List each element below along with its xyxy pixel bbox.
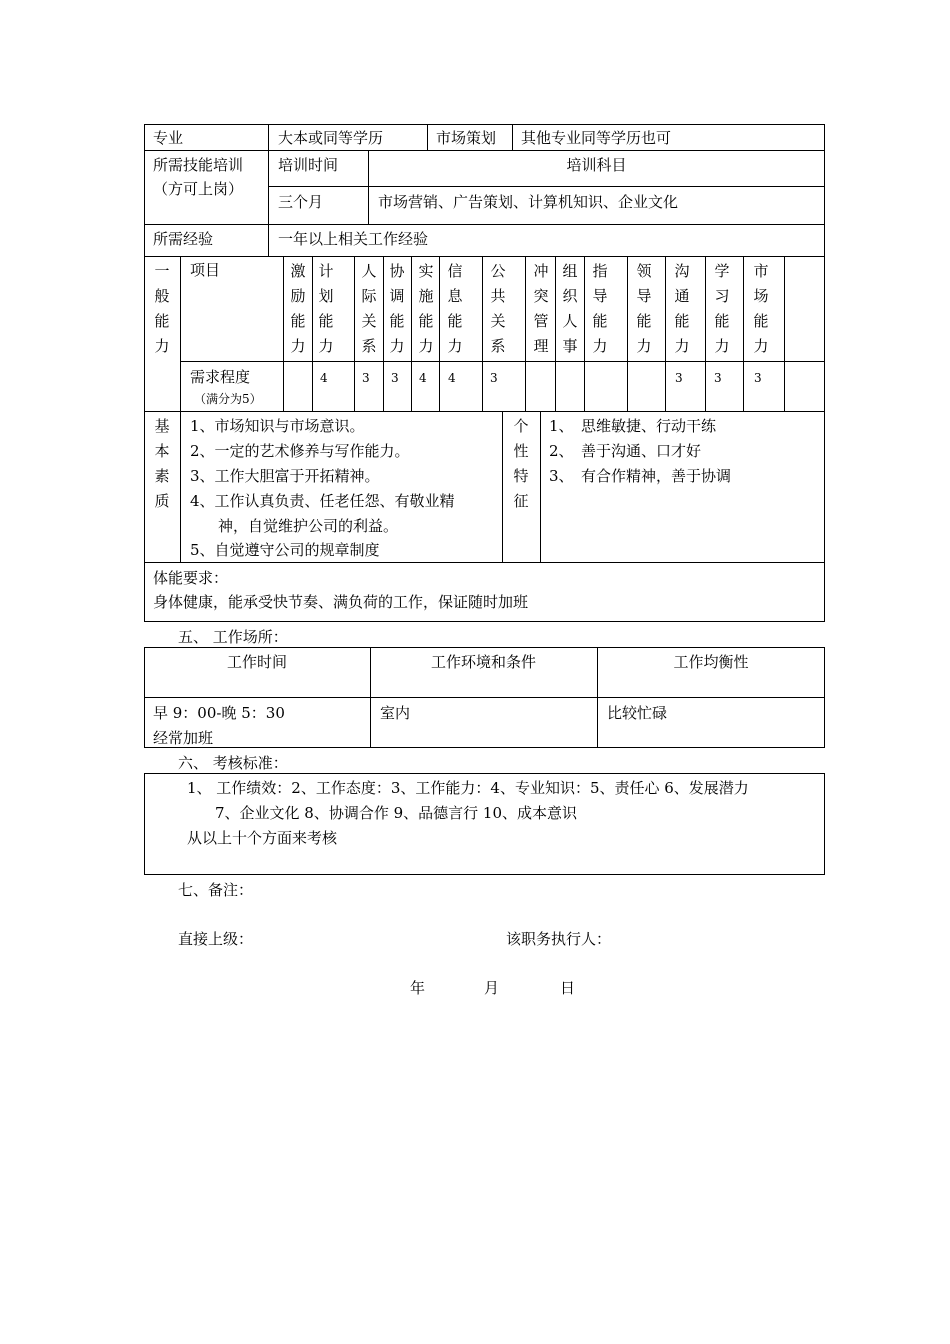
year-label: 年 [410, 979, 426, 997]
personality-label: 个性特征 [513, 417, 529, 510]
table-rule [144, 697, 825, 698]
ability-header: 沟通能力 [674, 262, 690, 355]
ability-header: 激励能力 [290, 262, 306, 355]
work-balance-header: 工作均衡性 [673, 653, 749, 671]
assessment-line: 7、企业文化 8、协调合作 9、品德言行 10、成本意识 [215, 804, 578, 822]
work-time-value: 早 9：00-晚 5：30 [153, 704, 285, 722]
ability-header: 信息能力 [447, 262, 463, 355]
table-rule [584, 256, 585, 411]
assessment-line: 从以上十个方面来考核 [187, 829, 338, 847]
ability-score: 4 [448, 371, 456, 385]
training-subjects-value: 市场营销、广告策划、计算机知识、企业文化 [378, 193, 679, 211]
table-rule [555, 256, 556, 411]
day-label: 日 [560, 979, 576, 997]
basic-quality-item: 4、工作认真负责、任老任怨、有敬业精 [190, 492, 455, 510]
table-rule [354, 256, 355, 411]
ability-header: 人际关系 [361, 262, 377, 355]
table-rule [268, 186, 825, 187]
table-rule [427, 124, 428, 150]
table-rule [144, 224, 825, 225]
major-field: 市场策划 [436, 129, 497, 147]
ability-header: 指导能力 [592, 262, 608, 355]
table-rule [144, 411, 825, 412]
executor-label: 该职务执行人： [506, 930, 612, 948]
section5-title: 五、 工作场所： [178, 628, 288, 646]
demand-note: （满分为5） [194, 392, 262, 406]
basic-quality-item: 2、一定的艺术修养与写作能力。 [190, 442, 410, 460]
table-rule [144, 150, 825, 151]
table-rule [482, 256, 483, 411]
table-rule [312, 256, 313, 411]
major-value: 大本或同等学历 [278, 129, 384, 147]
training-time-value: 三个月 [278, 193, 324, 211]
table-rule [502, 411, 503, 562]
table-rule [411, 256, 412, 411]
table-rule [268, 224, 269, 256]
ability-score: 3 [362, 371, 370, 385]
basic-quality-item: 3、工作大胆富于开拓精神。 [190, 467, 380, 485]
major-label: 专业 [153, 129, 184, 147]
table-rule [180, 361, 825, 362]
table-rule [705, 256, 706, 411]
ability-header: 组织人事 [562, 262, 578, 355]
basic-quality-item: 1、市场知识与市场意识。 [190, 417, 365, 435]
work-balance-value: 比较忙碌 [607, 704, 668, 722]
section6-title: 六、 考核标准： [178, 754, 288, 772]
work-environment-value: 室内 [380, 704, 411, 722]
ability-score: 4 [320, 371, 328, 385]
supervisor-label: 直接上级： [178, 930, 254, 948]
demand-label: 需求程度 [190, 368, 251, 386]
work-environment-header: 工作环境和条件 [430, 653, 536, 671]
table-rule [180, 256, 181, 411]
table-rule [144, 562, 825, 563]
experience-value: 一年以上相关工作经验 [278, 230, 429, 248]
month-label: 月 [484, 979, 500, 997]
table-rule [784, 256, 785, 411]
training-subjects-header: 培训科目 [566, 156, 627, 174]
table-rule [180, 411, 181, 562]
ability-header: 冲突管理 [533, 262, 549, 355]
table-rule [283, 256, 284, 411]
work-time-header: 工作时间 [226, 653, 287, 671]
table-rule [439, 256, 440, 411]
basic-quality-item: 5、自觉遵守公司的规章制度 [190, 541, 380, 559]
ability-score: 3 [490, 371, 498, 385]
ability-score: 3 [754, 371, 762, 385]
table-rule [383, 256, 384, 411]
table-rule [743, 256, 744, 411]
ability-header: 实施能力 [418, 262, 434, 355]
ability-header: 领导能力 [636, 262, 652, 355]
personality-item: 2、 善于沟通、口才好 [549, 442, 702, 460]
section7-title: 七、备注： [178, 881, 254, 899]
experience-label: 所需经验 [153, 230, 214, 248]
table-rule [525, 256, 526, 411]
basic-quality-label: 基本素质 [154, 417, 170, 510]
training-time-header: 培训时间 [278, 156, 339, 174]
ability-score: 4 [419, 371, 427, 385]
skill-training-label: 所需技能培训 [153, 156, 244, 174]
ability-header: 计划能力 [318, 262, 334, 355]
skill-training-note: （方可上岗） [153, 180, 244, 198]
assessment-line: 1、 工作绩效：2、工作态度：3、工作能力：4、专业知识：5、责任心 6、发展潜力 [187, 779, 749, 797]
personality-item: 1、 思维敏捷、行动干练 [549, 417, 717, 435]
table-rule [627, 256, 628, 411]
personality-item: 3、 有合作精神，善于协调 [549, 467, 732, 485]
table-rule [512, 124, 513, 150]
table-rule [540, 411, 541, 562]
ability-score: 3 [675, 371, 683, 385]
table-rule [144, 256, 825, 257]
major-note: 其他专业同等学历也可 [521, 129, 672, 147]
table-rule [268, 124, 269, 224]
general-ability-label: 一般能力 [154, 262, 170, 355]
physical-value: 身体健康，能承受快节奏、满负荷的工作，保证随时加班 [153, 593, 529, 611]
ability-score: 3 [391, 371, 399, 385]
ability-header: 公共关系 [490, 262, 506, 355]
ability-score: 3 [714, 371, 722, 385]
ability-header: 协调能力 [389, 262, 405, 355]
ability-header: 市场能力 [753, 262, 769, 355]
table-rule [665, 256, 666, 411]
basic-quality-item: 神，自觉维护公司的利益。 [218, 517, 399, 535]
ability-header: 学习能力 [714, 262, 730, 355]
item-label: 项目 [190, 261, 221, 279]
work-time-note: 经常加班 [153, 729, 214, 747]
physical-label: 体能要求： [153, 569, 229, 587]
